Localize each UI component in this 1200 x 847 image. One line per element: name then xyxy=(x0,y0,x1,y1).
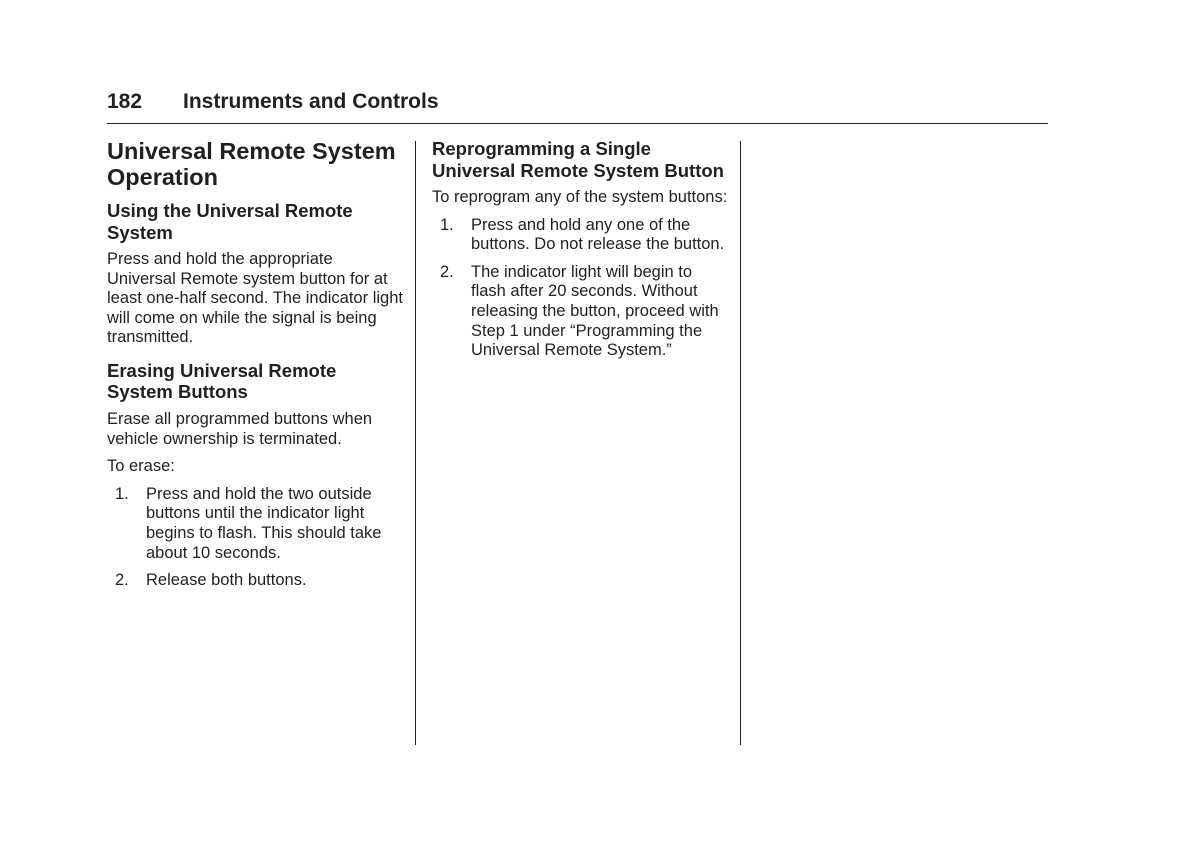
column-divider xyxy=(415,141,416,745)
reprogram-intro: To reprogram any of the system buttons: xyxy=(432,188,728,206)
main-heading: Universal Remote System Operation xyxy=(107,138,396,190)
reprogram-steps-list xyxy=(432,216,728,361)
using-paragraph: Press and hold the appropriate Universal Remote system button for at least one-half second. The indicator light will come on while the signal is being transmitted. xyxy=(107,250,403,347)
list-item xyxy=(432,216,728,255)
step-text: Press and hold any one of the buttons. Do not release the button. xyxy=(471,215,725,254)
page-header xyxy=(107,89,1048,124)
step-number: 1. xyxy=(115,484,129,503)
list-item xyxy=(107,571,403,591)
section-title: Instruments and Controls xyxy=(183,90,439,113)
step-text: Release both buttons. xyxy=(146,571,307,590)
reprogramming-heading: Reprogramming a Single Universal Remote System Button xyxy=(432,138,724,181)
column-divider xyxy=(740,141,741,745)
page-number: 182 xyxy=(107,90,143,113)
erase-intro: To erase: xyxy=(107,457,175,476)
step-text: The indicator light will begin to flash after 20 seconds. Without releasing the button, proceed with Step 1 under “Programming the Universal Remote System.” xyxy=(471,262,719,360)
list-item xyxy=(107,485,403,563)
column-left xyxy=(107,138,403,599)
using-heading: Using the Universal Remote System xyxy=(107,200,353,243)
erasing-paragraph: Erase all programmed buttons when vehicle ownership is terminated. xyxy=(107,409,373,448)
erase-steps-list xyxy=(107,485,403,591)
erasing-heading: Erasing Universal Remote System Buttons xyxy=(107,359,337,403)
list-item xyxy=(432,263,728,361)
step-number: 2. xyxy=(115,571,129,590)
step-text: Press and hold the two outside buttons until the indicator light begins to flash. This should take about 10 seconds. xyxy=(146,484,382,562)
step-number: 2. xyxy=(440,262,454,281)
step-number: 1. xyxy=(440,215,454,234)
column-middle xyxy=(432,138,728,369)
